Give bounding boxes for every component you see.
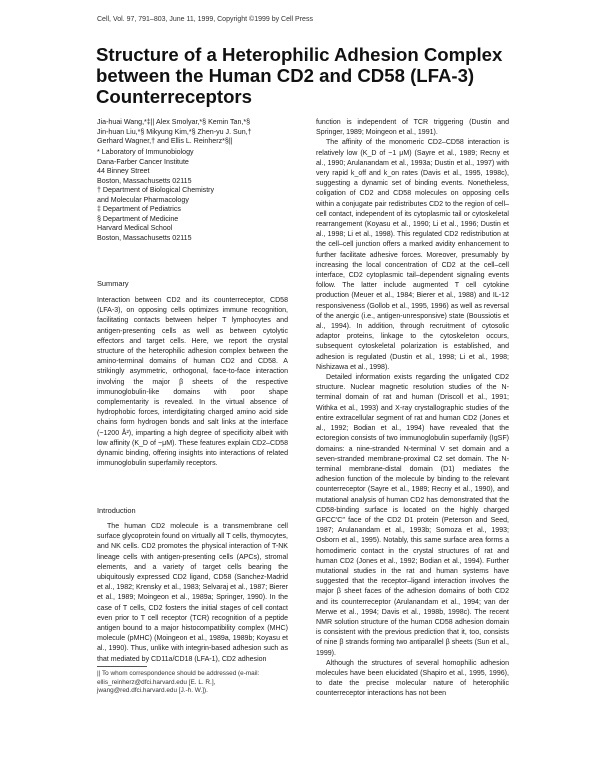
summary-heading: Summary (97, 279, 129, 288)
correspondence-footnote: || To whom correspondence should be addressed (e-mail: ellis_reinherz@dfci.harvard.edu [E. L. R.], jwang@red.dfci.harvard.edu [J.-h. W.]). (97, 670, 260, 695)
title-line: Structure of a Heterophilic Adhesion Complex (96, 44, 503, 65)
article-title (96, 44, 516, 107)
affiliation-line: ‡ Department of Pediatrics (97, 205, 181, 213)
affiliation-line: 44 Binney Street (97, 167, 150, 175)
footnote-divider (97, 666, 147, 667)
affiliation-line: * Laboratory of Immunobiology (97, 148, 194, 156)
affiliation-line: Boston, Massachusetts 02115 (97, 176, 192, 185)
paragraph: Although the structures of several homophilic adhesion molecules have been elucidated (Shapiro et al., 1995, 1996), to date the precise molecular nature of heterophilic counterreceptor interactions has not been (316, 659, 509, 698)
paragraph: Detailed information exists regarding the unligated CD2 structure. Nuclear magnetic resolution studies of the N-terminal domain of rat and human (Driscoll et al., 1991; Withka et al., 1993) and X-ray crystallographic studies of the entire extracellular segment of rat and human CD2 (Jones et al., 1992; Bodian et al., 1994) have revealed that the ectoregion consists of two immunoglobulin superfamily (IgSF) domains: a nine-stranded N-terminal V set domain and a seven-stranded membrane-proximal C2 set domain. The N-terminal membrane-distal domain (D1) mediates the adhesion function of the molecule by binding to the relevant counterreceptor (Sayre et al., 1989; Recny et al., 1990), and mutational analysis of human CD2 has demonstrated that the CD58-binding surface is located on the highly charged GFCC′C″ face of the CD2 D1 protein (Peterson and Seed, 1987; Arulanandam et al., 1993b; Somoza et al., 1993; Osborn et al., 1995). Notably, this same surface area forms a homodimeric contact in the crystal structures of rat and human CD2 (Jones et al., 1992; Bodian et al., 1994). Further mutational studies in the rat and human systems have suggested that the receptor–ligand interaction involves the major β sheet faces of the adhesion domains of both CD2 and its counterreceptor (Arulanandam et al., 1994; van der Merwe et al., 1994; Davis et al., 1998b, 1998c). The recent NMR solution structure of the human CD58 adhesion domain is consistent with the previous prediction that it, too, consists of nine β strands forming two antiparallel β sheets (Sun et al., 1999). (316, 374, 509, 657)
title-line: between the Human CD2 and CD58 (LFA-3) (96, 65, 475, 86)
journal-header: Cell, Vol. 97, 791–803, June 11, 1999, Copyright ©1999 by Cell Press (97, 16, 313, 23)
title-line: Counterreceptors (96, 86, 253, 107)
summary-text: Interaction between CD2 and its counterreceptor, CD58 (LFA-3), on opposing cells optimizes immune recognition, facilitating contacts between helper T lymphocytes and antigen-presenting cells as well as between cytolytic effectors and target cells. Here, we report the crystal structure of the heterophilic adhesion complex between the amino-terminal domains of human CD2 and CD58. A strikingly asymmetric, orthogonal, face-to-face interaction involving the major β sheets of the respective immunoglobulin-like domains with poor shape complementarity is revealed. In the virtual absence of hydrophobic forces, interdigitating charged amino acid side chains form hydrogen bonds and salt links at the interface (~1200 Å²), imparting a high degree of specificity albeit with low affinity (K_D of ~μM). These features explain CD2–CD58 dynamic binding, offering insights into interactions of related immunoglobulin superfamily receptors. (97, 297, 288, 468)
author-list (97, 118, 252, 147)
affiliations (97, 148, 214, 243)
right-column (316, 118, 509, 700)
author-line: Gerhard Wagner,† and Ellis L. Reinherz*§|| (97, 137, 233, 145)
affiliation-line: Harvard Medical School (97, 224, 173, 232)
paragraph: The affinity of the monomeric CD2–CD58 interaction is relatively low (K_D of ~1 μM) (Sayre et al., 1989; Recny et al., 1990; Arulanandam et al., 1993a; Dustin et al., 1997) with very rapid k_off and k_on rates (Davis et al., 1995, 1998c), suggesting a dynamic set of binding events. Nonetheless, coligation of CD2 and CD58 molecules on opposing cells within a conjugate pair redistributes CD2 to the region of cell–cell contact, independent of its cytoplasmic tail or cytoskeletal rearrangement (Koyasu et al., 1990; Li et al., 1996; Dustin et al., 1998; Li et al., 1998). This regulated CD2 redistribution at the cell–cell junction offers a marked avidity enhancement to further facilitate adhesive forces. Moreover, presumably by increasing the local concentration of CD2 at the cell–cell interface, CD2 cytoplasmic tail–dependent signaling events follow. The latter include augmented T cell cytokine production (Meuer et al., 1984; Bierer et al., 1988) and IL-12 responsiveness (Gollob et al., 1995, 1996) as well as reversal of the anergic (i.e., antigen-unresponsive) state (Boussiotis et al., 1994). In addition, through recruitment of cytosolic adaptor proteins, linkage to the cytoskeleton occurs, subsequent cytoskeletal polarization is established, and adhesion is regulated (Dustin et al., 1998; Li et al., 1998; Nishizawa et al., 1998). (316, 139, 509, 371)
author-line: Jia-huai Wang,*‡|| Alex Smolyar,*§ Kemin Tan,*§ (97, 118, 251, 126)
affiliation-line: § Department of Medicine (97, 214, 179, 223)
affiliation-line: and Molecular Pharmacology (97, 195, 189, 204)
affiliation-line: Dana-Farber Cancer Institute (97, 157, 189, 166)
affiliation-line: Boston, Massachusetts 02115 (97, 233, 192, 242)
affiliation-line: † Department of Biological Chemistry (97, 186, 215, 194)
paragraph: function is independent of TCR triggering (Dustin and Springer, 1989; Moingeon et al., 1991). (316, 119, 509, 137)
introduction-text: The human CD2 molecule is a transmembrane cell surface glycoprotein found on virtually all T cells, thymocytes, and NK cells. CD2 promotes the physical interaction of T-NK lineage cells with antigen-presenting cells (APCs), stromal elements, and a variety of target cells bearing the ubiquitously expressed CD2 ligand, CD58 (Sanchez-Madrid et al., 1982; Krensky et al., 1983; Selvaraj et al., 1987; Bierer et al., 1989; Moingeon et al., 1989a; Springer, 1990). In the case of T cells, CD2 fosters the initial stages of cell contact even prior to T cell receptor (TCR) recognition of a peptide antigen bound to a major histocompatibility complex (MHC) molecule (pMHC) (Moingeon et al., 1989a, 1989b; Koyasu et al., 1990). Thus, unlike with integrin-based adhesion such as that mediated by CD11a/CD18 (LFA-1), CD2 adhesion (97, 523, 288, 663)
author-line: Jin-huan Liu,*§ Mikyung Kim,*§ Zhen-yu J. Sun,† (97, 127, 252, 136)
introduction-heading: Introduction (97, 506, 136, 515)
